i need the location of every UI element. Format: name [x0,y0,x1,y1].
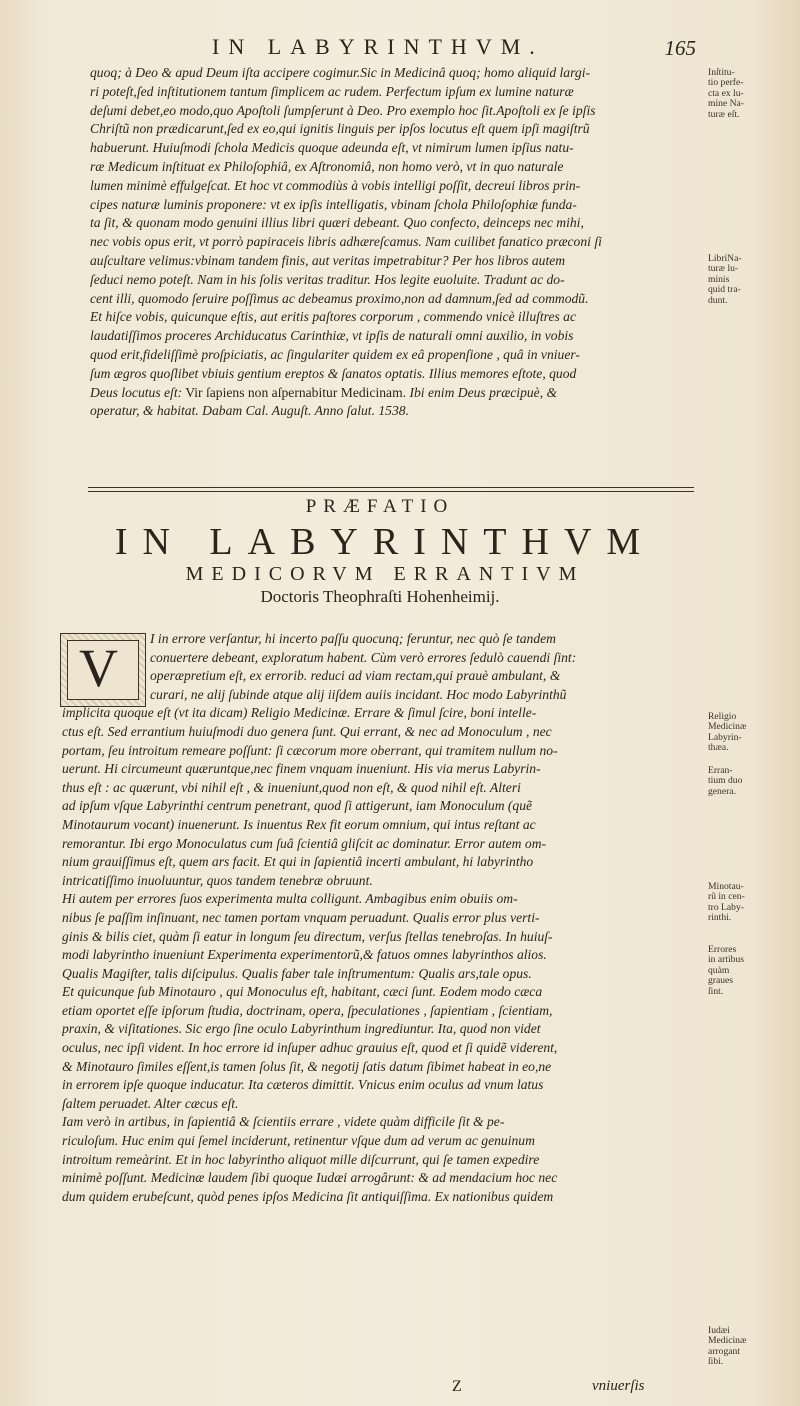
text-line: Hi autem per errores ſuos experimenta multa colligunt. Ambagibus enim obuiis om- [62,891,518,907]
marginal-note-line: ſibi. [708,1356,724,1368]
preface-title-main: IN LABYRINTHVM [114,521,656,563]
text-line: intricatiſſimo inuoluuntur, quos tandem tenebræ obruunt. [62,872,373,888]
marginal-note-line: ſint. [708,985,724,997]
text-line: quoq; à Deo & apud Deum iſta accipere cogimur.Sic in Medicinâ quoq; homo aliquid largi- [90,65,590,80]
text-line: I in errore verſantur, hi incerto paſſu quocunq; feruntur, nec quò ſe tandem [150,631,556,646]
text-line: in errorem ipſe quoque inducatur. Ita cæteros dimittit. Vnicus enim oculus ad vnum latus [62,1077,544,1093]
running-head [90,34,696,62]
marginal-note-line: quàm [708,964,730,976]
marginal-note-line: mine Na- [708,98,744,110]
text-line: auſcultare velimus:vbinam tandem finis, aut veritas impetrabitur? Per hos libros autem [90,252,566,268]
text-line: Deus locutus eſt: Vir ſapiens non aſpernabitur Medicinam. Ibi enim Deus præcipuè, & [90,384,558,400]
marginal-note-line: tro Laby- [708,901,744,913]
catchword: vniuerſis [592,1378,645,1394]
marginal-note [708,712,788,754]
marginal-note-line: Medicinæ [708,1335,747,1347]
preface-text [62,630,690,1206]
text-line: nium grauiſſimus eſt, quem ars facit. Et qui in ſapientiâ incerti ambulant, hi labyrintho [62,854,534,870]
marginal-note-line: dunt. [708,294,728,306]
text-line: nibus ſe paſſim inſinuant, nec tamen portam vnquam peruadunt. Qualis error plus verti- [62,909,540,925]
dedication-text [90,64,690,421]
marginal-note-line: quid tra- [708,284,741,296]
text-line: Qualis Magiſter, talis diſcipulus. Qualis faber tale inſtrumentum: Qualis ars,tale opus. [62,965,532,981]
text-line: minimè poſſunt. Medicinæ laudem ſibi quoque Iudæi arrogârunt: & ad mendacium hoc nec [62,1170,558,1186]
text-line: & Minotauro ſimiles eſſent,is tamen ſolus ſit, & negotij ſatis datum ſibimet habeat in eo,ne [62,1058,552,1074]
marginal-note-line: minis [708,273,730,285]
section-rule [88,487,694,488]
text-line: cent illi, quomodo ſeruire poſſimus ac debeamus proximo,non ad damnum,ſed ad commodũ. [90,290,589,306]
text-line: Et hiſce vobis, quicunque eſtis, aut eritis paſtores corporum , commendo vnicè illuſtres ac [90,309,577,325]
marginal-note-line: tium duo [708,775,743,787]
text-line: etiam oportet eſſe ipſorum ſtudia, doctrinam, opera, ſpeculationes , ſapientiam , ſcientiam, [62,1002,553,1018]
text-line: ginis & bilis ciet, quàm ſi eatur in longum ſeu directum, verſus ſtellas tenebroſas. In huiuſ- [62,928,553,944]
marginal-note-line: tio perfe- [708,77,744,89]
text-line: quod erit,fideliſſimè proſpiciatis, ac ſingulariter quidem ex eâ propenſione , quâ in vniuer- [90,346,580,362]
text-line: praxin, & viſitationes. Sic ergo ſine oculo Labyrinthum ingrediuntur. Ita, quod non videt [62,1021,541,1037]
text-line: modi labyrintho inueniunt Experimenta experimentorũ,& fatuos omnes labyrinthos alios. [62,947,547,963]
marginal-note-line: Inſtitu- [708,67,735,78]
preface-author: Doctoris Theophraſti Hohenheimij. [260,587,500,606]
marginal-note [708,882,788,924]
text-line: curari, ne alij ſubinde atque alij iiſdem auiis incidant. Hoc modo Labyrinthũ [150,686,567,702]
marginal-note-line: Errores [708,944,737,955]
text-line: uerunt. Hi circumeunt quæruntque,nec finem vnquam inueniunt. His via merus Labyrin- [62,761,541,777]
signature-mark: Z [452,1378,462,1395]
marginal-note-line: Erran- [708,765,733,776]
preface-title: PRÆFATIO [305,496,455,517]
text-line: laudatiſſimos proceres Archiducatus Carinthiæ, vt ipſis de naturali omni auxilio, in vobis [90,328,574,344]
marginal-note [708,766,788,797]
text-line: ctus eſt. Sed errantium huiuſmodi duo genera ſunt. Qui errant, & nec ad Monoculum , nec [62,723,552,739]
text-line: oculus, nec ipſi vident. In hoc errore id inſuper adhuc grauius eſt, quod et ſi quidẽ viderent, [62,1040,558,1056]
text-line: lumen minimè effulgeſcat. Et hoc vt commodiùs à vobis intelligi poſſit, decreui libros prin- [90,177,581,193]
marginal-note-line: genera. [708,785,736,797]
text-line: remorantur. Ibi ergo Monoculatus cum ſuâ ſcientiâ gliſcit ac dominatur. Error autem om- [62,835,547,851]
marginal-note [708,1326,788,1368]
marginal-note-line: turæ eſt. [708,108,740,120]
text-line: cipes naturæ luminis proponere: vt ex ipſis intelligatis, vbinam ſchola Philoſophiæ funda- [90,196,577,212]
text-line: Minotaurum vocant) inuenerunt. Is inuentus Rex fit eorum omnium, qui intus reſtant ac [62,816,536,832]
text-line: ta ſit, & quonam modo genuini illius libri quæri debeant. Quo confecto, deinceps nec mihi, [90,215,584,231]
text-line: riculoſum. Huc enim qui ſemel inciderunt, retinentur vſque dum ad verum ac genuinum [62,1133,535,1149]
marginal-note-line: Religio [708,711,737,722]
text-line: ri poteſt,ſed inſtitutionem tantum ſimplicem ac rudem. Perfectum ipſum ex lumine naturæ [90,83,574,99]
text-line: ſum ægros quoſlibet vbiuis gentium ereptos & ſanatos optatis. Illius memores eſtote, quod [90,365,577,381]
running-head-title: IN LABYRINTHVM. [212,34,544,59]
preface-subtitle: MEDICORVM ERRANTIVM [185,563,585,585]
marginal-note-line: arrogant [708,1345,740,1357]
marginal-note-line: Minotau- [708,881,744,892]
text-line: habuerunt. Huiuſmodi ſchola Medicis quoque adeunda eſt, vt nimirum lumen ipſius natu- [90,140,574,156]
text-line: ad ipſum vſque Labyrinthi centrum penetrant, quod ſi attigerunt, iam Monoculum (quẽ [62,798,533,814]
text-line: nec vobis opus erit, vt porrò papiraceis libris adhæreſcamus. Nam cuilibet fanatico præconi ſi [90,234,602,250]
marginal-note-line: rũ in cen- [708,891,745,903]
text-line: conuertere debeant, exploratum habent. Cùm verò errores ſedulò cauendi ſint: [150,649,577,665]
marginal-note-line: graues [708,975,734,987]
text-line: Chriſtũ non prædicarunt,ſed ex eo,qui ignitis linguis per ipſos locutus eſt quem ipſi magiſtrũ [90,121,590,137]
marginal-note-line: cta ex lu- [708,87,744,99]
marginal-note [708,945,788,997]
preface-heading [0,496,800,608]
marginal-note-line: in artibus [708,954,744,966]
marginal-note-line: thæa. [708,742,729,754]
text-line: Et quicunque ſub Minotauro , qui Monoculus eſt, habitant, cæci ſunt. Eodem modo cæca [62,984,543,1000]
marginal-note-line: turæ lu- [708,263,739,275]
page-number: 165 [664,36,696,60]
text-line: implicita quoque eſt (vt ita dicam) Religio Medicinæ. Errare & ſimul ſcire, boni intelle- [62,705,537,721]
marginal-note-line: rinthi. [708,912,732,924]
marginal-note-line: Labyrin- [708,731,742,743]
text-line: portam, ſeu introitum remeare poſſunt: ſi cæcorum more oberrant, qui tramitem nullum no- [62,742,558,758]
text-line: introitum remeàrint. Et in hoc labyrintho aliquot mille diſcurrunt, qui ſe tamen expedire [62,1151,540,1167]
marginal-note-line: Iudæi [708,1325,730,1336]
text-line: ræ Medicum inſtituat ex Philoſophiâ, ex Aſtronomiâ, non homo verò, vt in quo naturale [90,158,564,174]
marginal-note [708,68,788,120]
text-line: deſumi debet,eo modo,quo Apoſtoli ſumpſerunt à Deo. Pro exemplo hoc ſit.Apoſtoli ex ſe ipſis [90,102,596,118]
initial-letter: V [79,638,118,698]
text-line: thus eſt : ac quærunt, vbi nihil eſt , & inueniunt,quod non eſt, & quod nihil eſt. Alteri [62,779,521,795]
section-rule-thin [88,491,694,492]
page-footer [0,1378,800,1402]
text-line: operæpretium eſt, ex errorib. reduci ad viam rectam,qui prauè ambulant, & [150,668,561,684]
marginal-note [708,254,788,306]
text-line: dum quidem erubeſcunt, quòd penes ipſos Medicina ſit antiquiſſima. Ex nationibus quidem [62,1188,554,1204]
text-line: ſaltem peruadet. Alter cæcus eſt. [62,1095,239,1111]
text-line: Iam verò in artibus, in ſapientiâ & ſcientiis errare , videte quàm difficile ſit & pe- [62,1114,505,1130]
marginal-note-line: LibriNa- [708,253,742,264]
text-line: operatur, & habitat. Dabam Cal. Auguſt. Anno ſalut. 1538. [90,403,409,419]
marginal-note-line: Medicinæ [708,721,747,733]
text-line: ſeduci nemo poteſt. Nam in his ſolis veritas traditur. Hos legite euoluite. Tradunt ac do- [90,271,565,287]
